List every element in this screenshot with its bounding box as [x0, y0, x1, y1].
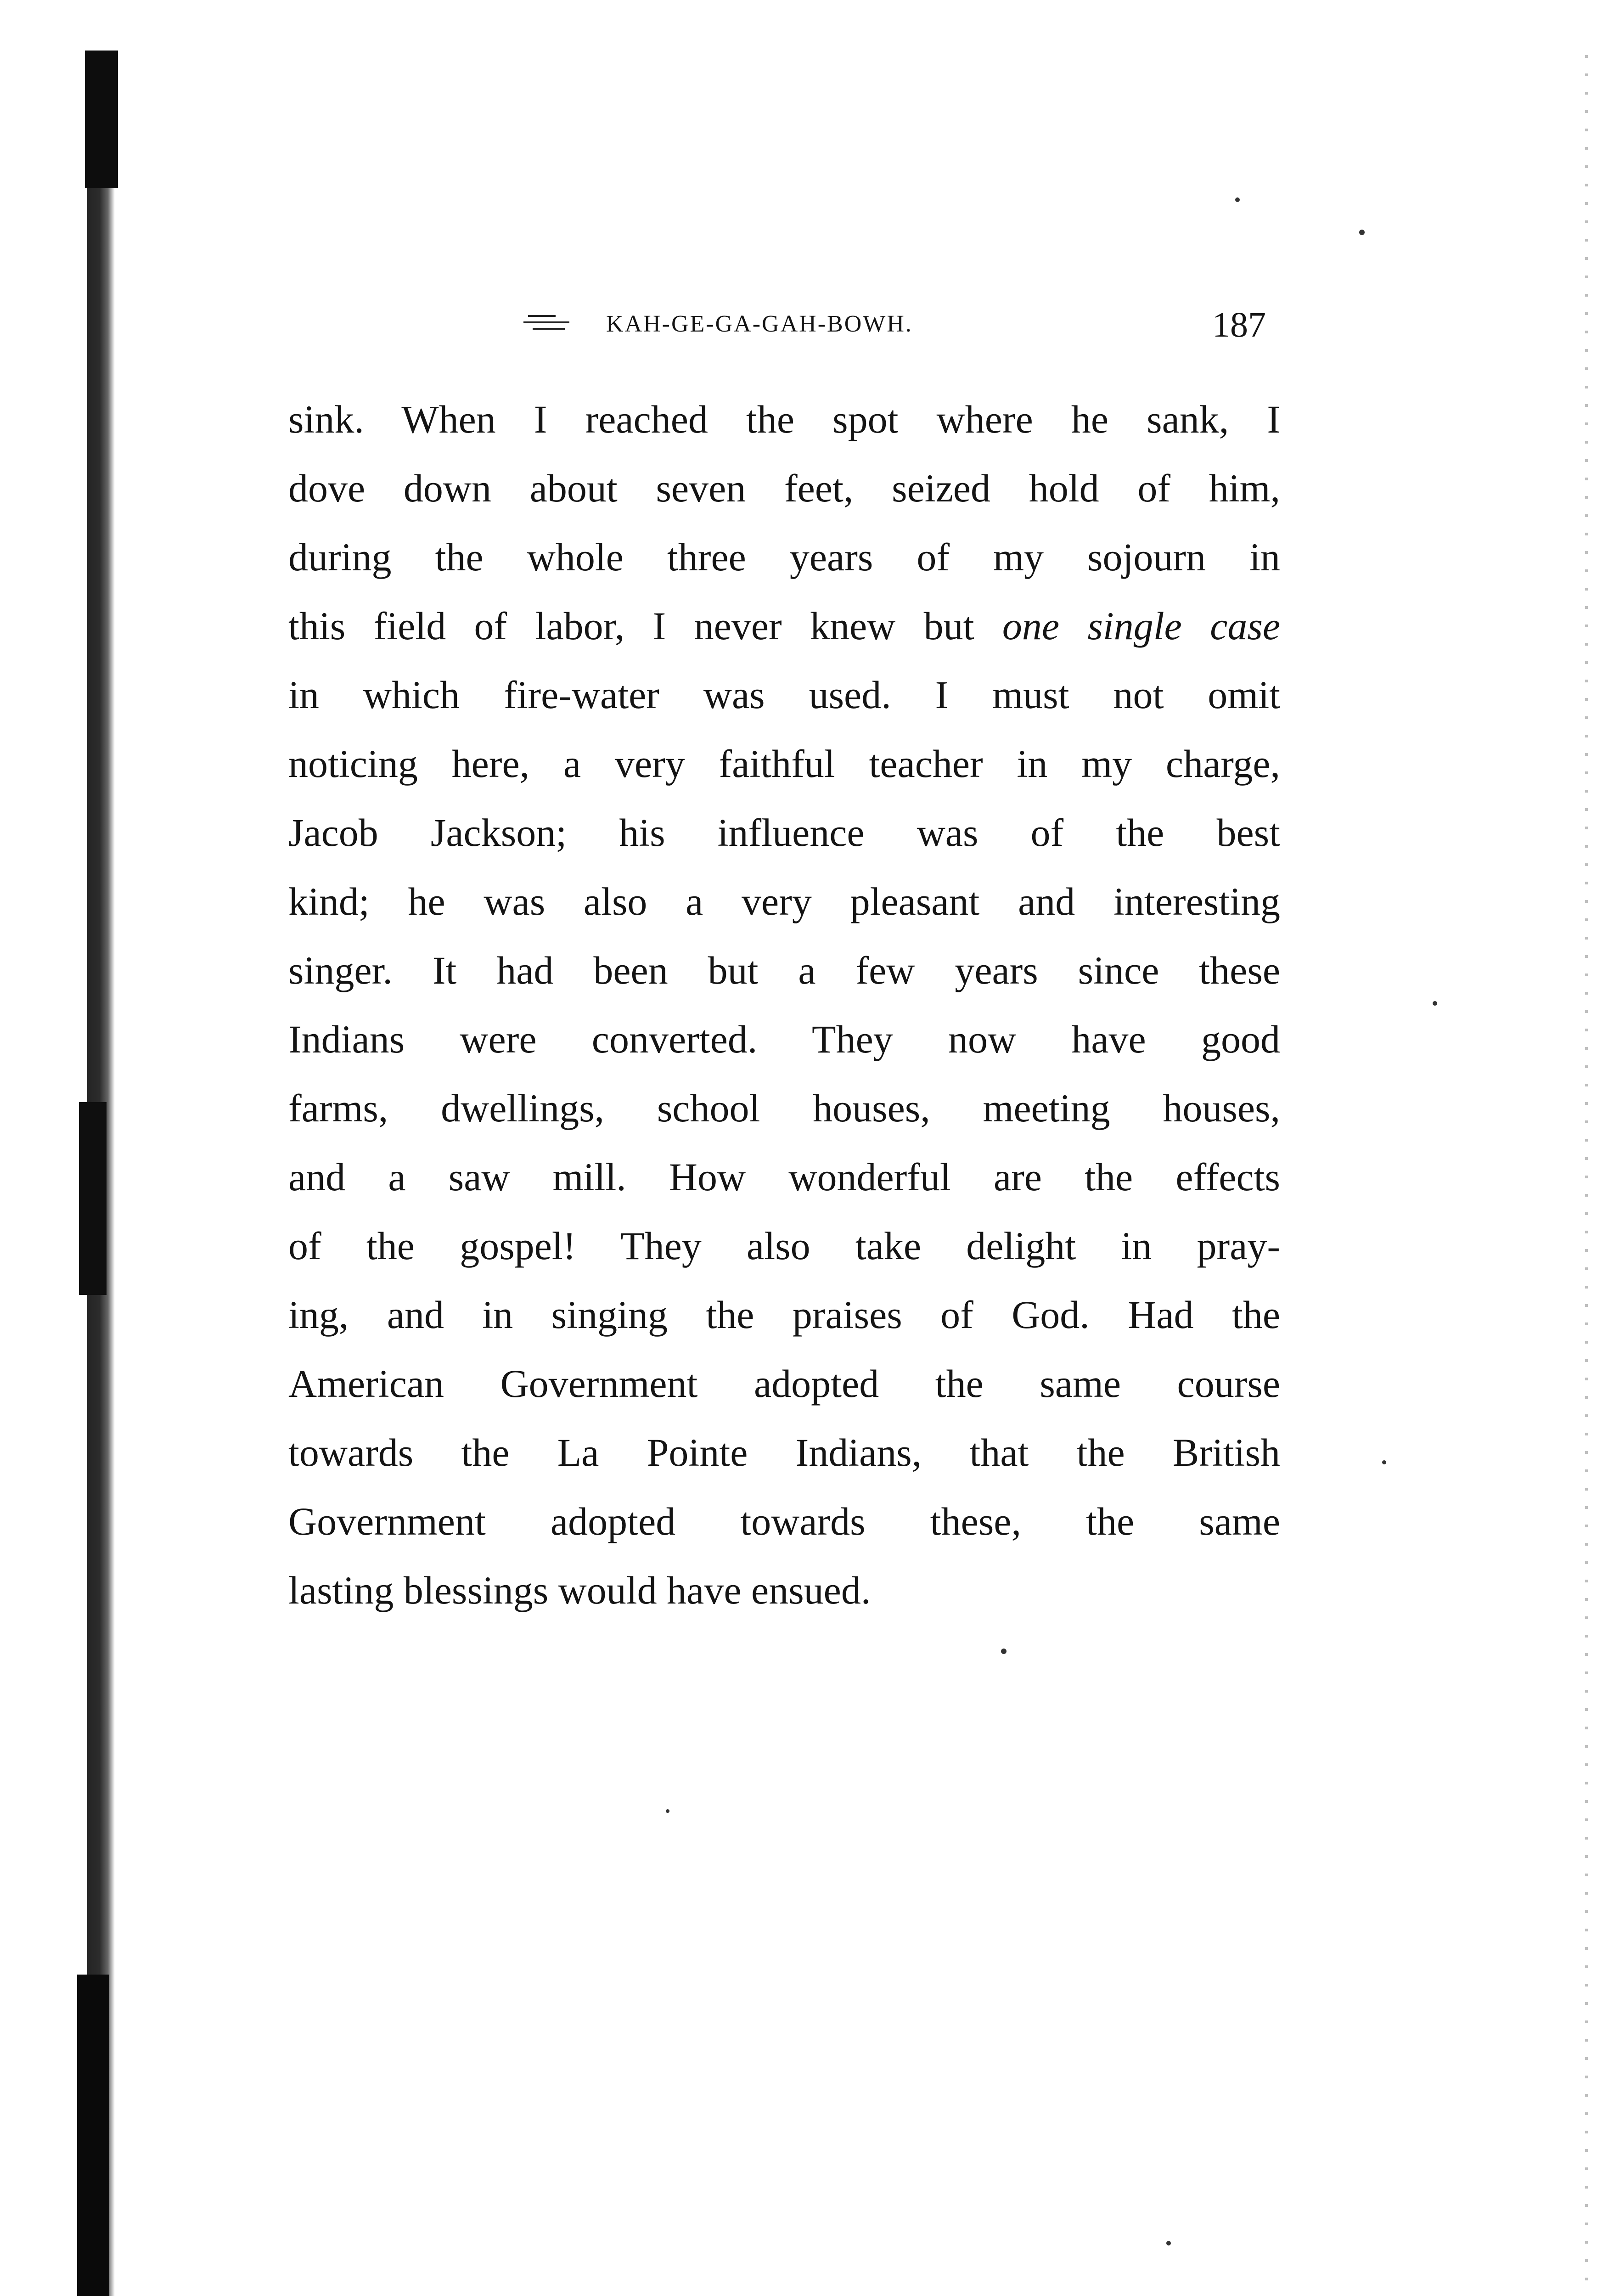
text-line: and a saw mill. How wonderful are the effects [288, 1155, 1280, 1199]
print-speck [1359, 230, 1365, 235]
text-line: of the gospel! They also take delight in pray- [288, 1224, 1280, 1268]
text-line: ing, and in singing the praises of God. Had the [288, 1293, 1280, 1337]
text-line: Jacob Jackson; his influence was of the best [288, 810, 1280, 855]
text-line: farms, dwellings, school houses, meeting houses, [288, 1086, 1280, 1130]
text-line: Indians were converted. They now have good [288, 1017, 1280, 1061]
text-line: during the whole three years of my sojourn in [288, 535, 1280, 579]
text-line-roman: this field of labor, I never knew but [288, 604, 1002, 648]
spine-edge-top [85, 51, 118, 188]
text-line: Government adopted towards these, the same [288, 1499, 1280, 1543]
running-header [523, 304, 1286, 345]
print-speck [1166, 2241, 1171, 2245]
text-line: kind; he was also a very pleasant and interesting [288, 879, 1280, 923]
text-line: noticing here, a very faithful teacher in my charge, [288, 742, 1280, 786]
header-ornament-icon [523, 312, 574, 335]
spine-edge-middle [79, 1102, 107, 1295]
page-number: 187 [1212, 304, 1266, 344]
print-speck [1235, 197, 1240, 202]
text-line: dove down about seven feet, seized hold of him, [288, 466, 1280, 510]
text-line: towards the La Pointe Indians, that the British [288, 1430, 1280, 1474]
italic-phrase: one single case [1002, 604, 1281, 648]
print-speck [1001, 1649, 1007, 1654]
text-line: lasting blessings would have ensued. [288, 1568, 871, 1612]
print-speck [1433, 1001, 1437, 1006]
text-line: American Government adopted the same course [288, 1362, 1280, 1406]
text-line [288, 591, 1280, 660]
page-right-edge [1585, 55, 1588, 2296]
print-speck [666, 1809, 669, 1813]
print-speck [1382, 1460, 1386, 1464]
body-text [288, 385, 1280, 1625]
text-line: sink. When I reached the spot where he sank, I [288, 397, 1280, 441]
text-line: in which fire-water was used. I must not omit [288, 673, 1280, 717]
running-title: KAH-GE-GA-GAH-BOWH. [606, 311, 913, 337]
spine-edge-bottom [77, 1975, 109, 2296]
text-line: singer. It had been but a few years since these [288, 948, 1280, 992]
